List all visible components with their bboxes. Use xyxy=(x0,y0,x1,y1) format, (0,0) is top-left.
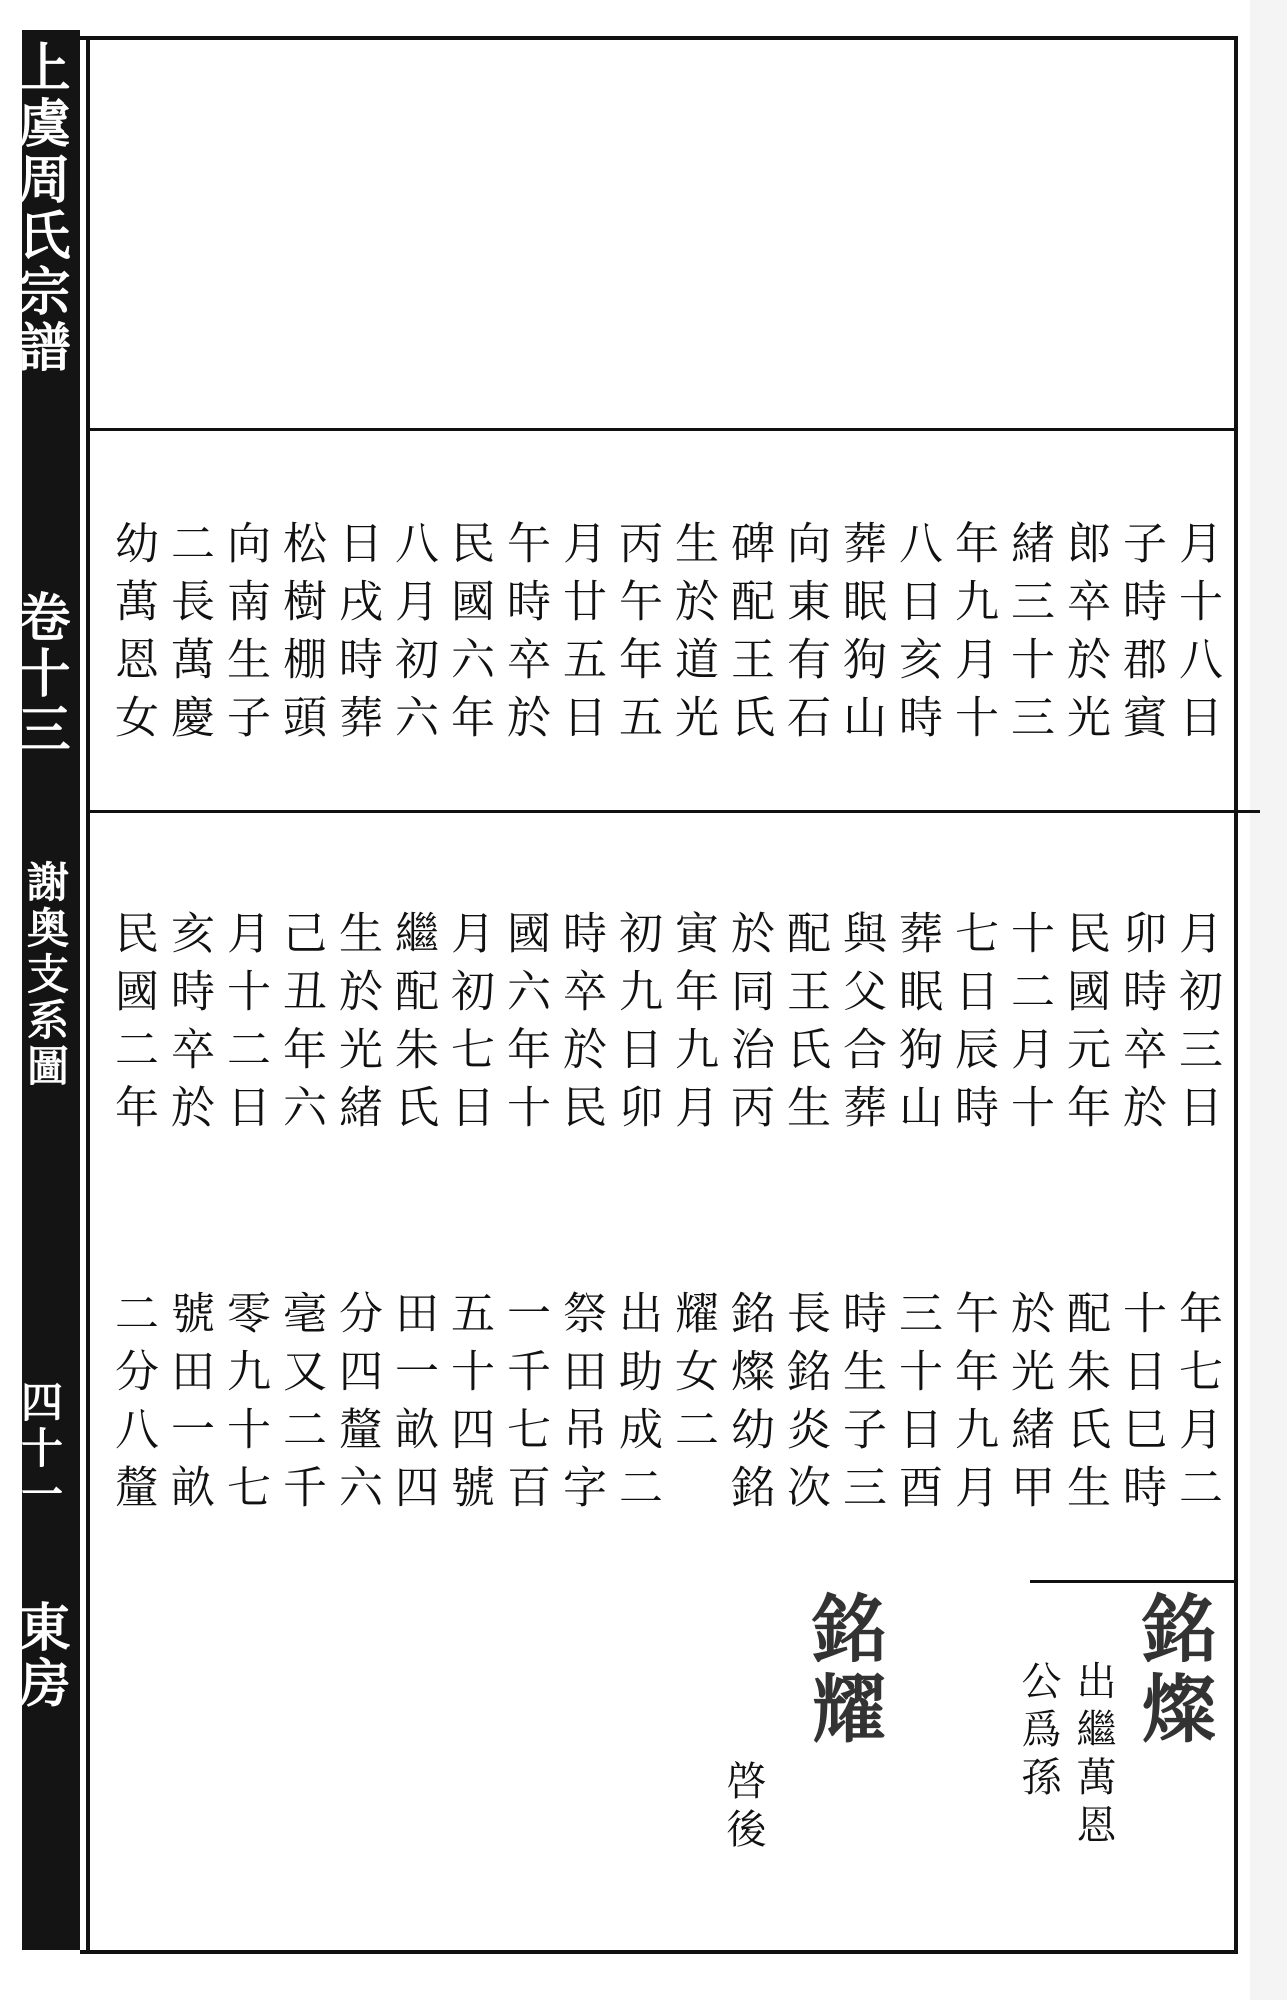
person-name-mingcan: 銘燦 xyxy=(1130,1590,1216,1750)
lower-col: 月初七日 xyxy=(443,910,494,1142)
spine-title: 上虞周氏宗譜 xyxy=(9,40,70,376)
divider-3 xyxy=(1030,1580,1236,1583)
bottom-col: 耀女二 xyxy=(667,1290,718,1464)
bottom-col: 分四釐六 xyxy=(331,1290,382,1522)
bottom-col: 十日巳時 xyxy=(1115,1290,1166,1522)
bottom-col: 銘燦幼銘 xyxy=(723,1290,774,1522)
middle-col: 緒三十三 xyxy=(1003,520,1054,752)
middle-col: 八日亥時 xyxy=(891,520,942,752)
person-note: 公爲孫 xyxy=(1015,1660,1061,1804)
lower-col: 民國元年 xyxy=(1059,910,1110,1142)
lower-col: 七日辰時 xyxy=(947,910,998,1142)
bottom-col: 配朱氏生 xyxy=(1059,1290,1110,1522)
bottom-col: 一千七百 xyxy=(499,1290,550,1522)
middle-col: 二長萬慶 xyxy=(163,520,214,752)
bottom-col: 年七月二 xyxy=(1171,1290,1222,1522)
person-note: 出繼萬恩 xyxy=(1070,1660,1116,1852)
middle-col: 松樹棚頭 xyxy=(275,520,326,752)
middle-col: 郎卒於光 xyxy=(1059,520,1110,752)
middle-col: 向東有石 xyxy=(779,520,830,752)
bottom-col: 長銘炎次 xyxy=(779,1290,830,1522)
bottom-col: 號田一畝 xyxy=(163,1290,214,1522)
page-edge xyxy=(1250,0,1287,2000)
lower-col: 時卒於民 xyxy=(555,910,606,1142)
divider-2 xyxy=(90,810,1260,813)
spine-footer: 東房 xyxy=(9,1600,70,1712)
middle-col: 八月初六 xyxy=(387,520,438,752)
middle-col: 民國六年 xyxy=(443,520,494,752)
bottom-col: 二分八釐 xyxy=(107,1290,158,1522)
middle-col: 生於道光 xyxy=(667,520,718,752)
middle-col: 月十八日 xyxy=(1171,520,1222,752)
person-name-mingyao: 銘耀 xyxy=(800,1590,886,1750)
spine-volume: 卷十三 xyxy=(9,590,70,758)
person-note: 啓後 xyxy=(720,1760,766,1856)
divider-1 xyxy=(90,428,1234,431)
lower-col: 寅年九月 xyxy=(667,910,718,1142)
lower-col: 民國二年 xyxy=(107,910,158,1142)
lower-col: 亥時卒於 xyxy=(163,910,214,1142)
bottom-col: 時生子三 xyxy=(835,1290,886,1522)
top-border xyxy=(80,36,1238,40)
middle-col: 丙午年五 xyxy=(611,520,662,752)
bottom-col: 午年九月 xyxy=(947,1290,998,1522)
middle-col: 月廿五日 xyxy=(555,520,606,752)
lower-col: 配王氏生 xyxy=(779,910,830,1142)
bottom-col: 零九十七 xyxy=(219,1290,270,1522)
right-border xyxy=(1234,36,1238,1954)
middle-col: 向南生子 xyxy=(219,520,270,752)
spine-section: 謝奥支系圖 xyxy=(21,860,70,1090)
lower-col: 葬眠狗山 xyxy=(891,910,942,1142)
lower-col: 十二月十 xyxy=(1003,910,1054,1142)
lower-col: 己丑年六 xyxy=(275,910,326,1142)
middle-col: 午時卒於 xyxy=(499,520,550,752)
middle-col: 葬眠狗山 xyxy=(835,520,886,752)
inner-left-border xyxy=(86,36,90,1954)
lower-col: 於同治丙 xyxy=(723,910,774,1142)
bottom-col: 毫又二千 xyxy=(275,1290,326,1522)
lower-col: 卯時卒於 xyxy=(1115,910,1166,1142)
middle-col: 子時郡賓 xyxy=(1115,520,1166,752)
bottom-col: 田一畝四 xyxy=(387,1290,438,1522)
bottom-col: 出助成二 xyxy=(611,1290,662,1522)
bottom-col: 三十日酉 xyxy=(891,1290,942,1522)
lower-col: 繼配朱氏 xyxy=(387,910,438,1142)
bottom-col: 於光緒甲 xyxy=(1003,1290,1054,1522)
lower-col: 國六年十 xyxy=(499,910,550,1142)
middle-col: 年九月十 xyxy=(947,520,998,752)
page-number: 四十一 xyxy=(15,1380,64,1518)
lower-col: 初九日卯 xyxy=(611,910,662,1142)
bottom-border xyxy=(80,1950,1238,1954)
lower-col: 生於光緒 xyxy=(331,910,382,1142)
bottom-col: 祭田吊字 xyxy=(555,1290,606,1522)
lower-col: 月初三日 xyxy=(1171,910,1222,1142)
middle-col: 日戌時葬 xyxy=(331,520,382,752)
middle-col: 碑配王氏 xyxy=(723,520,774,752)
lower-col: 與父合葬 xyxy=(835,910,886,1142)
bottom-col: 五十四號 xyxy=(443,1290,494,1522)
middle-col: 幼萬恩女 xyxy=(107,520,158,752)
lower-col: 月十二日 xyxy=(219,910,270,1142)
